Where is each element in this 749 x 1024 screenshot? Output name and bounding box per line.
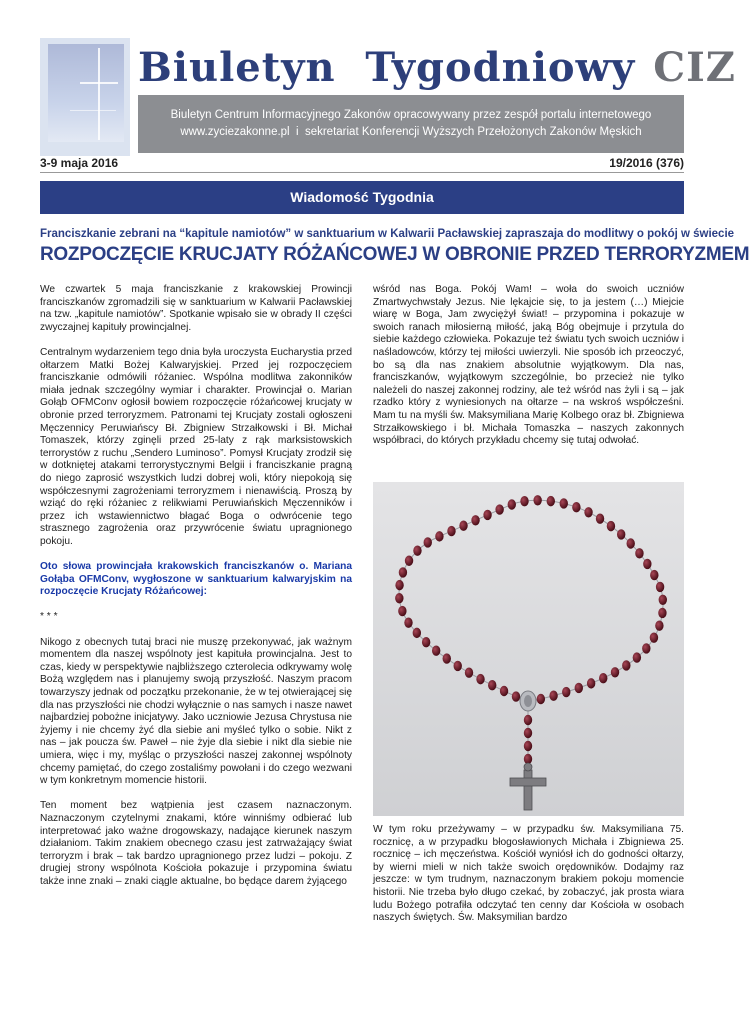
rosary-bead bbox=[404, 617, 412, 627]
rosary-bead bbox=[500, 686, 508, 696]
rosary-bead bbox=[520, 496, 528, 506]
rosary-bead bbox=[435, 531, 443, 541]
rosary-bead bbox=[622, 660, 630, 670]
article-headline: ROZPOCZĘCIE KRUCJATY RÓŻAŃCOWEJ W OBRONIE PRZED TERRORYZMEM bbox=[40, 244, 749, 265]
rosary-bead bbox=[642, 643, 650, 653]
ciz-logo bbox=[40, 38, 130, 156]
rosary-bead bbox=[512, 691, 520, 701]
bulletin-title-brand: CIZ bbox=[653, 44, 736, 91]
rosary-bead bbox=[562, 687, 570, 697]
paragraph: Ten moment bez wątpienia jest czasem naznaczonym. Naznaczonym czytelnymi znakami, które winniśmy odbierać lub interpretować jako ważne drogowskazy, nadające kierunek naszym działaniom. Takim znakiem obecnego czasu jest zatrważający świat terroryzm i brak – tak bardzo upragnionego przez ludzi – pokoju. Z drugiej strony wspólnota Kościoła pokazuje i przypomina światu także inne znaki – znaki ciągle aktualne, bo będące darem żyjącego bbox=[40, 800, 352, 887]
rosary-bead bbox=[643, 559, 651, 569]
rosary-bead bbox=[459, 521, 467, 531]
rosary-bead bbox=[405, 556, 413, 566]
rosary-bead bbox=[524, 741, 532, 751]
bulletin-title bbox=[138, 44, 736, 91]
rosary-bead bbox=[395, 580, 403, 590]
paragraph: We czwartek 5 maja franciszkanie z krakowskiej Prowincji franciszkanów zgromadzili się w sanktuarium w Kalwarii Pacławskiej na tzw. „kapitule namiotów”. Spotkanie wpisało sie w obrady II części zwyczajnej kapituły prowincjalnej. bbox=[40, 284, 352, 333]
rosary-photo bbox=[373, 482, 684, 816]
rosary-bead bbox=[413, 628, 421, 638]
rosary-bead bbox=[607, 521, 615, 531]
rosary-bead bbox=[413, 545, 421, 555]
rosary-bead bbox=[547, 496, 555, 506]
rosary-bead bbox=[524, 715, 532, 725]
rosary-bead bbox=[432, 646, 440, 656]
logo-cross-vertical bbox=[98, 48, 100, 140]
rosary-bead bbox=[447, 526, 455, 536]
article-column-right-top bbox=[373, 284, 684, 474]
paragraph: Centralnym wydarzeniem tego dnia była uroczysta Eucharystia przed ołtarzem Matki Bożej Kalwaryjskiej. Przed jej rozpoczęciem franciszkanie odmówili różaniec. Wspólna modlitwa zakonników miała jednak szczególny wymiar i charakter. Prowincjał o. Marian Gołąb OFMConv ogłosił bowiem rozpoczęcie różańcowej krucjaty w obronie przed terroryzmem. Patronami tej Krucjaty zostali ogłoszeni Męczennicy Peruwiańscy Bł. Zbigniew Strzałkowski i Bł. Michał Tomaszek, którzy zginęli przed 25-laty z rąk marksistowskich terrorystów z ruchu „Sendero Luminoso”. Pomysł Krucjaty zrodził się w dotkniętej atakami terrorystycznymi Belgii i franciszkanie pragną do niego zaprosić wszystkich ludzi dobrej woli, który niepokoją się współczesnymi zagrożeniami terroryzmem i nienawiścią. Proszą by wziąć do ręki różaniec z relikwiami Peruwiańskich Męczenników i przez ich wstawiennictwo błagać Boga o odwrócenie tego strasznego zagrożenia oraz przywrócenie światu upragnionego pokoju. bbox=[40, 346, 352, 547]
article-subtitle: Franciszkanie zebrani na “kapitule namiotów” w sanktuarium w Kalwarii Pacławskiej zapraszaja do modlitwy o pokój w świecie bbox=[40, 228, 735, 240]
section-title-bar bbox=[40, 181, 684, 214]
logo-cross-horizontal bbox=[80, 82, 118, 84]
paragraph: W tym roku przeżywamy – w przypadku św. Maksymiliana 75. rocznicę, a w przypadku błogosławionych Michała i Zbigniewa 25. rocznicę – ich męczeństwa. Kościół wyniósł ich do godności ołtarzy, by wierni mieli w nich także swoich orędowników. Dodajmy raz jeszcze: w tym trudnym, naznaczonym brakiem pokoju momencie historii. Nie trzeba było długo czekać, by zobaczyć, jak prosta wiara ludu Bożego potrafiła odczytać ten cenny dar Kościoła w osobach naszych świętych. Św. Maksymilian bardzo bbox=[373, 824, 684, 924]
rosary-bead bbox=[508, 499, 516, 509]
issue-date: 3-9 maja 2016 bbox=[40, 156, 119, 170]
section-title: Wiadomość Tygodnia bbox=[290, 189, 434, 205]
rosary-bead bbox=[399, 567, 407, 577]
rosary-bead bbox=[658, 608, 666, 618]
rosary-bead bbox=[611, 667, 619, 677]
rosary-bead bbox=[495, 504, 503, 514]
quote-intro: Oto słowa prowincjała krakowskich franciszkanów o. Mariana Gołąba OFMConv, wygłoszone w sanktuarium kalwaryjskim na rozpoczęcie Krucjaty Różańcowej: bbox=[40, 561, 352, 598]
rosary-bead bbox=[488, 680, 496, 690]
rosary-bead bbox=[476, 674, 484, 684]
rosary-bead bbox=[655, 621, 663, 631]
rosary-bead bbox=[537, 694, 545, 704]
rosary-bead bbox=[483, 510, 491, 520]
rosary-bead bbox=[656, 582, 664, 592]
separator-stars: * * * bbox=[40, 611, 58, 623]
rosary-bead bbox=[398, 606, 406, 616]
rosary-bead bbox=[471, 515, 479, 525]
rosary-bead bbox=[560, 498, 568, 508]
rosary-bead bbox=[422, 637, 430, 647]
issue-number: 19/2016 (376) bbox=[609, 156, 684, 170]
rosary-bead bbox=[617, 529, 625, 539]
rosary-bead bbox=[395, 593, 403, 603]
banner-line-2[interactable]: www.zyciezakonne.pl i sekretariat Konferencji Wyższych Przełożonych Zakonów Męskich bbox=[180, 126, 642, 138]
logo-sky-image bbox=[48, 44, 124, 142]
rosary-bead bbox=[533, 495, 541, 505]
rosary-bead bbox=[627, 538, 635, 548]
rosary-bead bbox=[659, 595, 667, 605]
rosary-bead bbox=[587, 678, 595, 688]
paragraph: Nikogo z obecnych tutaj braci nie muszę przekonywać, jak ważnym momentem dla naszej wspólnoty jest kapituła prowincjalna. Jest to czas, kiedy w perspektywie najbliższego czterolecia odkrywamy wolę Bożą względem nas i planujemy swoją przyszłość. Naszym pracom towarzyszy jednak od początku przekonanie, że w tej otwierającej się dla nas przyszłości nie chodzi wyłącznie o nas samych i nasze nawet najbardziej pobożne inicjatywy. Jako uczniowie Jezusa Chrystusa nie żyjemy i nie chcemy żyć dla siebie ani myśleć tylko o sobie. Nikt z nas – jak poucza św. Paweł – nie żyje dla siebie i nikt dla siebie nie umiera, więc i my, myśląc o przyszłości naszej zakonnej wspólnoty chcemy pamiętać, do czego zostaliśmy powołani i do czego wezwani w tym konkretnym momencie historii. bbox=[40, 636, 353, 787]
logo-horizon-line bbox=[70, 110, 116, 111]
rosary-bead bbox=[584, 507, 592, 517]
rosary-medal bbox=[520, 691, 536, 711]
paragraph: wśród nas Boga. Pokój Wam! – woła do swoich uczniów Zmartwychwstały Jezus. Nie lękajcie się, to ja jestem (…) Miejcie wiarę w Boga, Jam zwyciężył świat! – przypomina i pokazuje w swoich ranach miłosierną miłość, jaką Bóg obejmuje i przytula do siebie każdego człowieka. Pokazuje też światu tych swoich uczniów i naśladowców, którzy tej miłości uwierzyli. Nie sposób ich przeoczyć, bo są dla nas znakiem absolutnie wyjątkowym. Dla nas, franciszkanów, wyjątkowym szczególnie, bo przecież nie tylko należeli do naszej zakonnej rodziny, ale też wśród nas żyli i są – jak rzadko który z wyniesionych na ołtarze – na wskroś współcześni. Mam tu na myśli św. Maksymiliana Marię Kolbego oraz bł. Zbigniewa Strzałkowskiego i bł. Michała Tomaszka – naszych zakonnych współbraci, do których przykładu chcemy się tutaj odwołać. bbox=[373, 284, 684, 447]
rosary-bead bbox=[465, 668, 473, 678]
rosary-bead bbox=[599, 673, 607, 683]
rosary-bead bbox=[549, 691, 557, 701]
rosary-bead bbox=[650, 633, 658, 643]
rosary-bead bbox=[575, 683, 583, 693]
article-column-left bbox=[40, 284, 352, 1004]
header-banner bbox=[138, 95, 684, 153]
banner-line-1: Biuletyn Centrum Informacyjnego Zakonów opracowywany przez zespół portalu internetowego bbox=[170, 109, 652, 121]
rosary-bead bbox=[635, 548, 643, 558]
rosary-bead bbox=[596, 514, 604, 524]
rosary-bead bbox=[572, 502, 580, 512]
rosary-bead bbox=[633, 652, 641, 662]
rosary-bead bbox=[454, 661, 462, 671]
bulletin-title-main: Biuletyn Tygodniowy bbox=[138, 44, 636, 91]
rosary-bead bbox=[650, 570, 658, 580]
header-divider bbox=[40, 172, 684, 173]
rosary-bead bbox=[424, 537, 432, 547]
rosary-bead bbox=[524, 728, 532, 738]
rosary-bead bbox=[443, 653, 451, 663]
article-column-right-bottom bbox=[373, 824, 684, 1014]
